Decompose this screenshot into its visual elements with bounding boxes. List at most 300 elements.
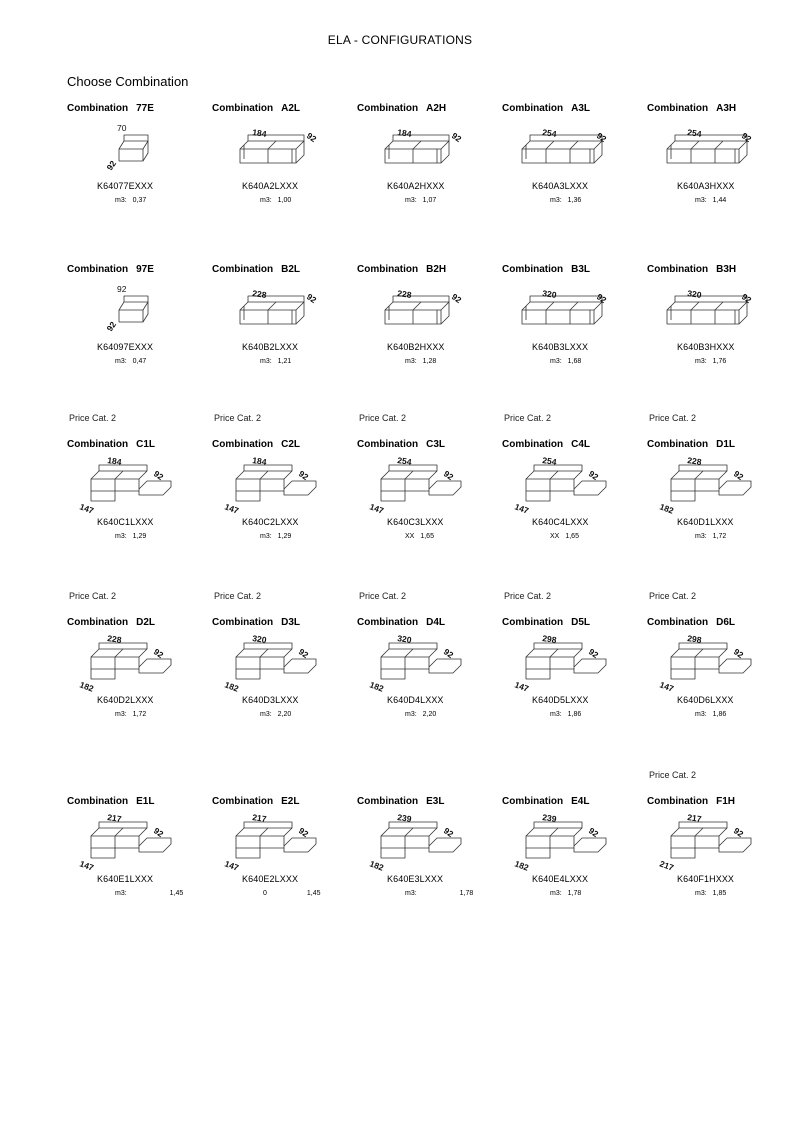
sofa-drawing [367, 119, 467, 177]
sku-code: K640C4LXXX [532, 517, 589, 527]
volume-info [115, 358, 149, 365]
sofa-outline [574, 838, 606, 852]
combination-label: Combination [357, 103, 419, 114]
sofa-drawing [222, 280, 322, 338]
sku-code: K640D5LXXX [532, 695, 589, 705]
sofa-outline [389, 822, 437, 828]
volume-value: 1,78 [459, 890, 474, 897]
sofa-outline [244, 822, 292, 828]
dimension-label: 92 [586, 468, 601, 483]
volume-value: 0,47 [132, 358, 147, 365]
sofa-outline [268, 302, 276, 310]
combination-name [212, 264, 300, 275]
dimension-label: 92 [594, 291, 609, 306]
sku-code: K640D3LXXX [242, 695, 299, 705]
sofa-outline [115, 828, 123, 836]
volume-info [695, 358, 729, 365]
sofa-outline [244, 465, 292, 471]
combination-card-c1l[interactable] [67, 413, 207, 589]
price-category: Price Cat. 2 [504, 413, 552, 423]
combination-name [502, 439, 590, 450]
volume-value: 0,37 [132, 197, 147, 204]
price-category: Price Cat. 2 [649, 413, 697, 423]
combination-code: D5L [571, 617, 591, 628]
combination-card-e4l[interactable] [502, 796, 642, 946]
volume-info [550, 711, 584, 718]
sofa-outline [429, 481, 461, 495]
volume-info [550, 533, 582, 540]
combination-code: D6L [716, 617, 736, 628]
sofa-drawing [77, 455, 177, 516]
sku-code: K640C3LXXX [387, 517, 444, 527]
combination-card-77e[interactable] [67, 103, 207, 253]
combination-label: Combination [647, 617, 709, 628]
combination-card-e2l[interactable] [212, 796, 352, 946]
combination-label: Combination [67, 439, 129, 450]
volume-info [115, 533, 149, 540]
combination-name [212, 439, 300, 450]
volume-info [695, 711, 729, 718]
volume-label: m3: [695, 890, 707, 897]
sofa-outline [236, 848, 260, 858]
sku-code: K640D1LXXX [677, 517, 734, 527]
volume-label: m3: [405, 890, 417, 897]
combination-name [67, 264, 154, 275]
volume-label: m3: [695, 533, 707, 540]
sofa-drawing [512, 633, 612, 694]
volume-value: 2,20 [277, 711, 292, 718]
sofa-outline [99, 465, 147, 471]
volume-label: m3: [405, 711, 417, 718]
combination-code: D2L [136, 617, 156, 628]
volume-info [695, 197, 729, 204]
combination-name [502, 103, 590, 114]
combination-label: Combination [212, 103, 274, 114]
volume-info [115, 711, 149, 718]
dimension-label: 92 [104, 158, 119, 173]
dimension-label: 92 [151, 646, 166, 661]
dimension-label: 184 [251, 455, 268, 467]
combination-name [357, 264, 446, 275]
sofa-outline [119, 302, 148, 310]
combination-code: B2H [426, 264, 447, 275]
combination-name [502, 264, 590, 275]
volume-info [405, 197, 439, 204]
combination-name [212, 796, 299, 807]
combination-label: Combination [502, 617, 564, 628]
combination-name [67, 103, 154, 114]
volume-value: 1,07 [422, 197, 437, 204]
dimension-label: 92 [151, 825, 166, 840]
combination-label: Combination [67, 796, 129, 807]
dimension-label: 228 [106, 633, 123, 645]
dimension-label: 92 [296, 468, 311, 483]
combination-label: Combination [67, 103, 129, 114]
sku-code: K640D4LXXX [387, 695, 444, 705]
dimension-label: 228 [251, 288, 268, 300]
sofa-outline [695, 471, 703, 479]
dimension-label: 184 [106, 455, 123, 467]
combination-name [647, 796, 735, 807]
sofa-outline [550, 828, 558, 836]
sofa-outline [381, 669, 405, 679]
volume-info [405, 890, 476, 897]
combination-name [502, 617, 590, 628]
volume-info [260, 533, 294, 540]
combination-code: D3L [281, 617, 301, 628]
dimension-label: 182 [368, 858, 386, 873]
sku-code: K640A3LXXX [532, 181, 589, 191]
volume-value: 1,28 [422, 358, 437, 365]
sku-code: K640B2HXXX [387, 342, 445, 352]
dimension-label: 92 [304, 130, 319, 145]
dimension-label: 320 [396, 633, 413, 645]
dimension-label: 182 [223, 679, 241, 694]
sofa-outline [124, 135, 148, 141]
sofa-drawing [367, 280, 467, 338]
dimension-label: 320 [686, 288, 703, 300]
sofa-outline [534, 465, 582, 471]
dimension-label: 182 [78, 679, 96, 694]
combination-code: B2L [281, 264, 301, 275]
sofa-outline [570, 141, 578, 149]
volume-info [260, 197, 294, 204]
sofa-drawing [657, 455, 757, 516]
volume-value: 1,72 [132, 711, 147, 718]
combination-code: C4L [571, 439, 591, 450]
sku-code: K640B3LXXX [532, 342, 589, 352]
combination-code: A2H [426, 103, 447, 114]
sofa-outline [715, 302, 723, 310]
dimension-label: 147 [223, 858, 241, 873]
volume-info [695, 533, 729, 540]
sofa-outline [441, 302, 449, 324]
sofa-drawing [77, 633, 177, 694]
combination-card-b2h[interactable] [357, 264, 497, 414]
combination-card-a3l[interactable] [502, 103, 642, 253]
dimension-label: 92 [296, 825, 311, 840]
sofa-outline [296, 302, 304, 324]
sofa-outline [526, 491, 550, 501]
price-category: Price Cat. 2 [504, 591, 552, 601]
dimension-label: 228 [686, 455, 703, 467]
combination-card-b3l[interactable] [502, 264, 642, 414]
combination-name [67, 439, 155, 450]
sofa-outline [429, 838, 461, 852]
sofa-outline [570, 302, 578, 310]
volume-label: m3: [695, 358, 707, 365]
combination-label: Combination [357, 796, 419, 807]
dimension-label: 298 [541, 633, 558, 645]
dimension-label: 92 [117, 284, 127, 294]
combination-card-a2h[interactable] [357, 103, 497, 253]
volume-info [260, 711, 294, 718]
sofa-outline [429, 659, 461, 673]
volume-info [260, 358, 294, 365]
volume-value: 1,65 [565, 533, 579, 540]
price-category: Price Cat. 2 [214, 591, 262, 601]
sku-code: K640E1LXXX [97, 874, 154, 884]
combination-label: Combination [357, 439, 419, 450]
sofa-outline [139, 481, 171, 495]
dimension-label: 217 [251, 812, 268, 824]
volume-label: m3: [260, 358, 272, 365]
volume-info [550, 197, 584, 204]
dimension-label: 147 [513, 679, 531, 694]
dimension-label: 228 [396, 288, 413, 300]
dimension-label: 92 [296, 646, 311, 661]
dimension-label: 92 [731, 468, 746, 483]
sku-code: K640A3HXXX [677, 181, 735, 191]
volume-placeholder: 0 [263, 890, 267, 897]
dimension-label: 147 [368, 501, 386, 516]
combination-card-d1l[interactable] [647, 413, 787, 589]
sofa-outline [381, 848, 405, 858]
dimension-label: 92 [739, 130, 754, 145]
dimension-label: 147 [78, 501, 96, 516]
sofa-outline [236, 491, 260, 501]
volume-label: m3: [115, 358, 127, 365]
combination-label: Combination [647, 103, 709, 114]
volume-label: m3: [405, 197, 417, 204]
sofa-outline [715, 141, 723, 149]
sofa-outline [389, 465, 437, 471]
sofa-outline [530, 135, 602, 141]
sofa-drawing [367, 455, 467, 516]
combination-card-a3h[interactable] [647, 103, 787, 253]
combination-label: Combination [212, 264, 274, 275]
combination-code: F1H [716, 796, 736, 807]
combination-name [357, 796, 444, 807]
volume-label: m3: [550, 358, 562, 365]
volume-label: m3: [115, 533, 127, 540]
sofa-outline [691, 302, 699, 310]
combination-name [212, 617, 300, 628]
dimension-label: 147 [223, 501, 241, 516]
sku-code: K640E4LXXX [532, 874, 589, 884]
dimension-label: 217 [106, 812, 123, 824]
sku-code: K640E2LXXX [242, 874, 299, 884]
sofa-drawing [367, 812, 467, 873]
combination-code: B3L [571, 264, 591, 275]
combination-name [357, 103, 446, 114]
sku-code: K640C1LXXX [97, 517, 154, 527]
sofa-outline [695, 828, 703, 836]
sofa-outline [91, 848, 115, 858]
dimension-label: 92 [449, 130, 464, 145]
combination-card-97e[interactable] [67, 264, 207, 414]
dimension-label: 254 [541, 127, 558, 139]
combination-card-d2l[interactable] [67, 591, 207, 767]
sofa-drawing [657, 812, 757, 873]
sofa-drawing [222, 455, 322, 516]
sofa-outline [667, 141, 747, 149]
sofa-outline [546, 302, 554, 310]
sofa-drawing [657, 119, 757, 177]
sofa-drawing [512, 119, 612, 177]
volume-info [115, 197, 149, 204]
dimension-label: 70 [117, 123, 127, 133]
volume-info [405, 533, 437, 540]
sofa-outline [719, 838, 751, 852]
volume-value: 1,85 [712, 890, 727, 897]
dimension-label: 182 [658, 501, 676, 516]
sofa-outline [124, 296, 148, 302]
sofa-outline [671, 848, 695, 858]
combination-card-d4l[interactable] [357, 591, 497, 767]
sofa-outline [719, 659, 751, 673]
volume-value: 1,21 [277, 358, 292, 365]
volume-value: 1,86 [567, 711, 582, 718]
sofa-outline [143, 141, 148, 161]
sku-code: K640F1HXXX [677, 874, 735, 884]
combination-card-e3l[interactable] [357, 796, 497, 946]
sofa-drawing [77, 119, 177, 177]
sofa-outline [405, 649, 413, 657]
sofa-outline [119, 149, 143, 161]
combination-label: Combination [647, 439, 709, 450]
combination-card-f1h[interactable] [647, 770, 787, 946]
sofa-outline [389, 643, 437, 649]
sofa-outline [675, 135, 747, 141]
volume-info [550, 358, 584, 365]
volume-label: m3: [695, 711, 707, 718]
sofa-outline [522, 302, 602, 310]
volume-value: 1,76 [712, 358, 727, 365]
sofa-outline [679, 465, 727, 471]
sofa-outline [719, 481, 751, 495]
volume-value: 1,00 [277, 197, 292, 204]
volume-value: 1,65 [420, 533, 434, 540]
sofa-outline [119, 141, 148, 149]
dimension-label: 184 [251, 127, 268, 139]
sofa-drawing [77, 280, 177, 338]
price-category: Price Cat. 2 [649, 591, 697, 601]
volume-label: m3: [550, 197, 562, 204]
combination-label: Combination [67, 264, 129, 275]
combination-code: E1L [136, 796, 155, 807]
sofa-drawing [222, 812, 322, 873]
volume-label: XX [550, 533, 560, 540]
combination-name [357, 617, 445, 628]
dimension-label: 239 [396, 812, 413, 824]
combination-label: Combination [212, 796, 274, 807]
sofa-drawing [222, 633, 322, 694]
combination-code: E4L [571, 796, 590, 807]
dimension-label: 92 [104, 319, 119, 334]
sofa-outline [99, 643, 147, 649]
combination-card-b2l[interactable] [212, 264, 352, 414]
sofa-outline [119, 310, 143, 322]
sofa-outline [739, 302, 747, 324]
combination-card-e1l[interactable] [67, 796, 207, 946]
dimension-label: 254 [541, 455, 558, 467]
combination-card-b3h[interactable] [647, 264, 787, 414]
combination-label: Combination [502, 264, 564, 275]
sofa-outline [667, 302, 747, 310]
dimension-label: 217 [658, 858, 676, 873]
sofa-outline [522, 310, 594, 324]
combination-card-d5l[interactable] [502, 591, 642, 767]
combination-card-c2l[interactable] [212, 413, 352, 589]
combination-label: Combination [212, 617, 274, 628]
sofa-outline [405, 471, 413, 479]
sofa-drawing [512, 280, 612, 338]
volume-value: 1,29 [277, 533, 292, 540]
dimension-label: 92 [441, 646, 456, 661]
sofa-drawing [657, 633, 757, 694]
volume-info [695, 890, 729, 897]
volume-info [405, 711, 439, 718]
volume-value: 1,86 [712, 711, 727, 718]
combination-code: 77E [136, 103, 154, 114]
combination-name [647, 617, 735, 628]
combination-card-a2l[interactable] [212, 103, 352, 253]
combination-label: Combination [357, 617, 419, 628]
dimension-label: 320 [251, 633, 268, 645]
sofa-outline [550, 471, 558, 479]
dimension-label: 298 [686, 633, 703, 645]
combination-card-d6l[interactable] [647, 591, 787, 767]
sku-code: K64077EXXX [97, 181, 154, 191]
volume-info [260, 890, 324, 897]
sofa-outline [522, 149, 594, 163]
combination-name [647, 264, 736, 275]
combination-card-d3l[interactable] [212, 591, 352, 767]
dimension-label: 92 [441, 825, 456, 840]
combination-code: E2L [281, 796, 300, 807]
price-category: Price Cat. 2 [69, 413, 117, 423]
volume-value: 1,72 [712, 533, 727, 540]
sofa-outline [139, 838, 171, 852]
volume-label: m3: [550, 711, 562, 718]
dimension-label: 217 [686, 812, 703, 824]
combination-card-c4l[interactable] [502, 413, 642, 589]
price-category: Price Cat. 2 [649, 770, 697, 780]
combination-code: A3L [571, 103, 591, 114]
combination-label: Combination [502, 103, 564, 114]
combination-card-c3l[interactable] [357, 413, 497, 589]
sofa-outline [691, 141, 699, 149]
combination-code: C1L [136, 439, 156, 450]
sku-code: K640B2LXXX [242, 342, 299, 352]
dimension-label: 182 [368, 679, 386, 694]
sofa-outline [284, 481, 316, 495]
price-category: Price Cat. 2 [359, 591, 407, 601]
volume-value: 1,68 [567, 358, 582, 365]
sofa-drawing [512, 812, 612, 873]
sofa-outline [675, 296, 747, 302]
dimension-label: 92 [151, 468, 166, 483]
sofa-drawing [512, 455, 612, 516]
sofa-outline [296, 141, 304, 163]
sku-code: K640A2HXXX [387, 181, 445, 191]
sofa-outline [260, 649, 268, 657]
sofa-outline [381, 491, 405, 501]
volume-label: m3: [260, 533, 272, 540]
volume-value: 1,78 [567, 890, 582, 897]
volume-value: 1,36 [567, 197, 582, 204]
price-category: Price Cat. 2 [214, 413, 262, 423]
volume-label: m3: [550, 890, 562, 897]
volume-label: m3: [115, 197, 127, 204]
sofa-outline [550, 649, 558, 657]
sofa-outline [594, 141, 602, 163]
sofa-outline [574, 481, 606, 495]
dimension-label: 92 [594, 130, 609, 145]
sofa-outline [441, 141, 449, 163]
dimension-label: 92 [586, 646, 601, 661]
